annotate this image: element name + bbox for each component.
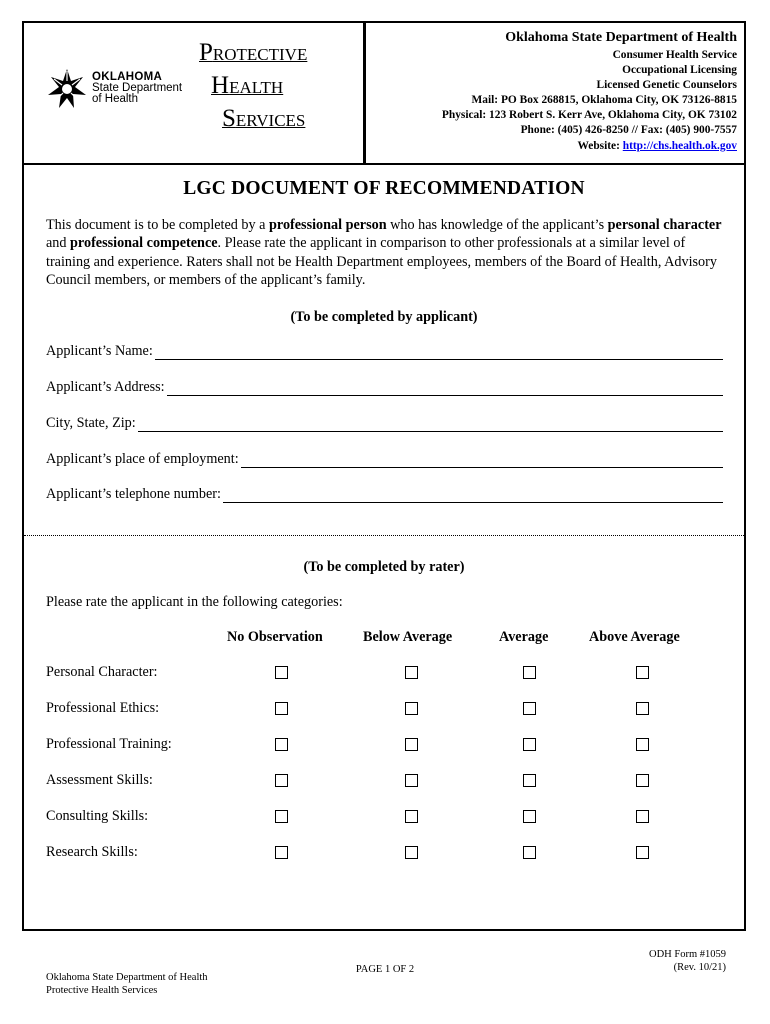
rating-checkbox[interactable]	[636, 738, 649, 751]
field-label: Applicant’s Address:	[46, 379, 165, 395]
rating-prompt: Please rate the applicant in the following categories:	[46, 594, 343, 610]
contact-block	[442, 29, 737, 154]
rating-category-label: Assessment Skills:	[46, 772, 153, 788]
logo-wordmark	[92, 72, 182, 105]
rating-checkbox[interactable]	[275, 810, 288, 823]
rating-checkbox[interactable]	[275, 846, 288, 859]
city-input-line[interactable]	[138, 418, 723, 432]
rating-category-label: Professional Ethics:	[46, 700, 160, 716]
rating-checkbox[interactable]	[523, 810, 536, 823]
program-line-1: PROTECTIVE	[199, 39, 308, 66]
rating-checkbox[interactable]	[523, 702, 536, 715]
rating-checkbox[interactable]	[636, 666, 649, 679]
employment-input-line[interactable]	[241, 454, 723, 468]
rating-checkbox[interactable]	[405, 738, 418, 751]
rating-checkbox[interactable]	[636, 774, 649, 787]
contact-website: Website: http://chs.health.ok.gov	[577, 139, 737, 152]
rating-checkbox[interactable]	[405, 774, 418, 787]
logo-line-3: of Health	[92, 93, 139, 105]
section-divider	[24, 535, 744, 536]
employment-field[interactable]	[46, 451, 723, 468]
form-number: ODH Form #1059	[648, 949, 726, 960]
field-label: Applicant’s Name:	[46, 343, 153, 359]
rating-category-label: Consulting Skills:	[46, 808, 149, 824]
contact-physical: Physical: 123 Robert S. Kerr Ave, Oklahoma City, OK 73102	[441, 109, 737, 122]
form-revision: (Rev. 10/21)	[673, 962, 726, 973]
rating-checkbox[interactable]	[275, 738, 288, 751]
footer-program: Protective Health Services	[46, 985, 158, 996]
applicant-name-field[interactable]	[46, 343, 723, 360]
telephone-input-line[interactable]	[223, 489, 723, 503]
contact-phone: Phone: (405) 426-8250 // Fax: (405) 900-7557	[520, 124, 737, 137]
column-above-average: Above Average	[589, 629, 680, 645]
contact-line: Occupational Licensing	[622, 64, 737, 77]
rating-checkbox[interactable]	[405, 702, 418, 715]
page-number: PAGE 1 OF 2	[355, 964, 415, 975]
rating-checkbox[interactable]	[636, 846, 649, 859]
column-below-average: Below Average	[363, 629, 453, 645]
rating-checkbox[interactable]	[405, 846, 418, 859]
document-title: LGC DOCUMENT OF RECOMMENDATION	[183, 178, 585, 199]
rating-category-label: Research Skills:	[46, 844, 138, 860]
rater-section-heading: (To be completed by rater)	[303, 559, 465, 575]
form-header	[24, 23, 744, 165]
rating-checkbox[interactable]	[636, 702, 649, 715]
website-link[interactable]: http://chs.health.ok.gov	[622, 139, 737, 152]
osdh-star-icon	[46, 67, 88, 112]
contact-mail: Mail: PO Box 268815, Oklahoma City, OK 73126-8815	[471, 94, 737, 107]
program-line-2: HEALTH	[211, 72, 284, 99]
rating-checkbox[interactable]	[523, 738, 536, 751]
logo-line-1: OKLAHOMA	[92, 71, 163, 83]
applicant-address-field[interactable]	[46, 379, 723, 396]
contact-line: Licensed Genetic Counselors	[596, 79, 737, 92]
column-no-observation: No Observation	[227, 629, 323, 645]
contact-line: Consumer Health Service	[612, 49, 737, 61]
column-average: Average	[499, 629, 549, 645]
rating-checkbox[interactable]	[523, 774, 536, 787]
logo-line-2: State Department	[92, 82, 183, 94]
program-line-3: SERVICES	[222, 105, 306, 132]
footer-org: Oklahoma State Department of Health	[46, 972, 208, 983]
header-divider	[363, 23, 366, 163]
rating-checkbox[interactable]	[275, 774, 288, 787]
field-label: Applicant’s telephone number:	[46, 486, 221, 502]
city-state-zip-field[interactable]	[46, 415, 723, 432]
intro-paragraph: This document is to be completed by a professional person who has knowledge of the applicant’s personal character and professional competence. Please rate the applicant in comparison to other professionals at a similar level of training and experience. Raters shall not be Health Department employees, members of the Board of Health, Advisory Council members, or members of the applicant’s family.	[46, 217, 722, 288]
rating-checkbox[interactable]	[275, 666, 288, 679]
contact-org: Oklahoma State Department of Health	[505, 30, 737, 45]
footer-right	[649, 948, 726, 974]
address-input-line[interactable]	[167, 382, 723, 396]
telephone-field[interactable]	[46, 486, 723, 503]
rating-category-label: Personal Character:	[46, 664, 158, 680]
rating-checkbox[interactable]	[275, 702, 288, 715]
rating-checkbox[interactable]	[523, 846, 536, 859]
field-label: Applicant’s place of employment:	[46, 451, 239, 467]
program-name	[199, 37, 307, 136]
rating-checkbox[interactable]	[636, 810, 649, 823]
rating-checkbox[interactable]	[405, 666, 418, 679]
rating-category-label: Professional Training:	[46, 736, 172, 752]
name-input-line[interactable]	[155, 346, 723, 360]
rating-checkbox[interactable]	[523, 666, 536, 679]
osdh-logo	[46, 67, 196, 112]
applicant-section-heading: (To be completed by applicant)	[290, 309, 478, 325]
rating-checkbox[interactable]	[405, 810, 418, 823]
field-label: City, State, Zip:	[46, 415, 136, 431]
